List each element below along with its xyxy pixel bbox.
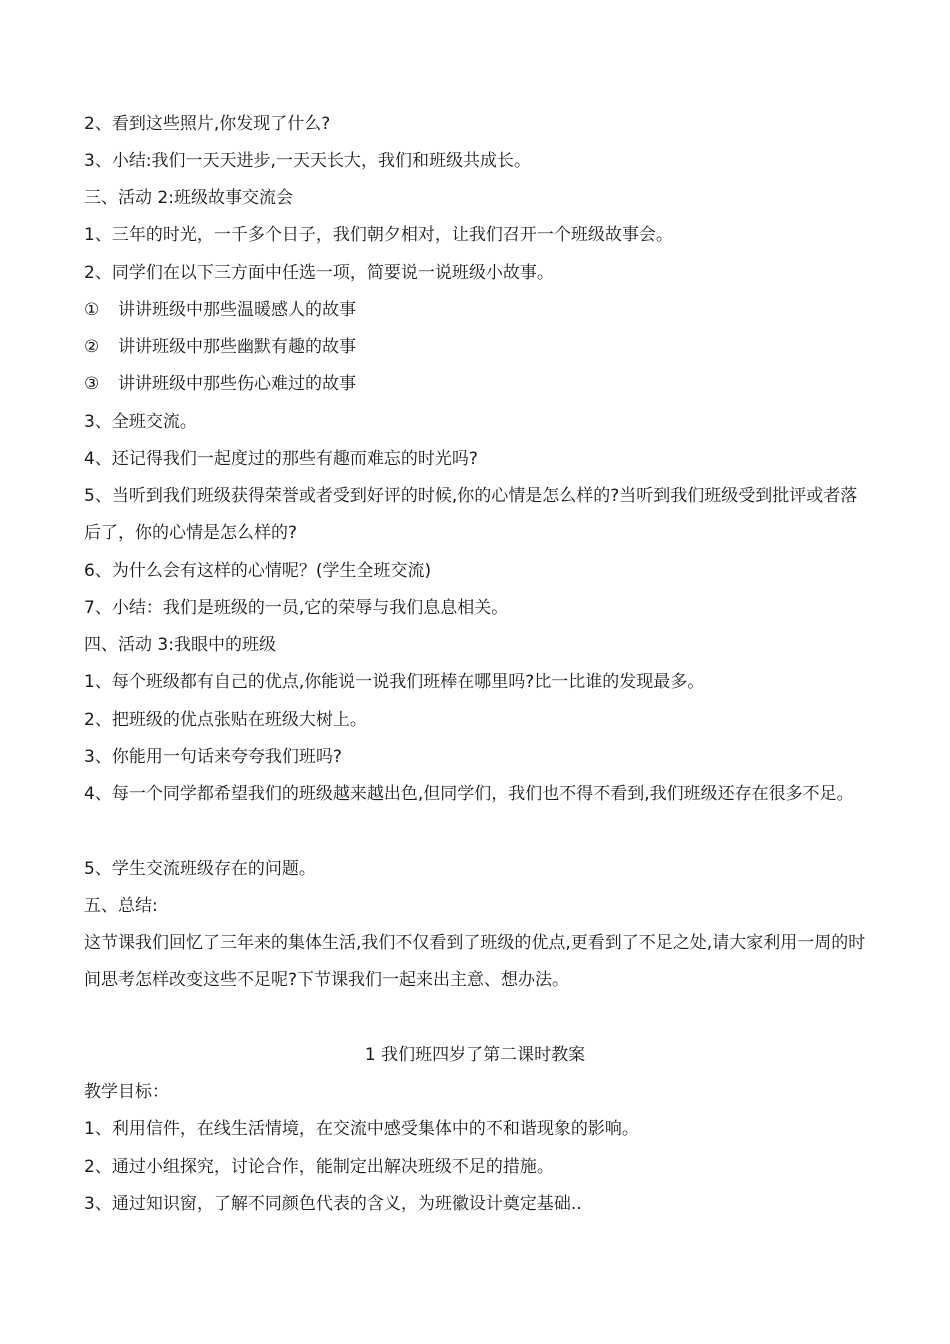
paragraph: 3、通过知识窗，了解不同颜色代表的含义，为班徽设计奠定基础.. — [84, 1194, 582, 1214]
section-heading: 教学目标： — [84, 1082, 169, 1102]
paragraph: 这节课我们回忆了三年来的集体生活,我们不仅看到了班级的优点,更看到了不足之处,请大家利用一周的时间思考怎样改变这些不足呢?下节课我们一起来出主意、想办法。 — [84, 933, 866, 990]
paragraph: 1、三年的时光，一千多个日子，我们朝夕相对，让我们召开一个班级故事会。 — [84, 225, 673, 245]
paragraph: 2、把班级的优点张贴在班级大树上。 — [84, 710, 367, 730]
paragraph: 2、看到这些照片,你发现了什么? — [84, 114, 331, 134]
option-item — [84, 372, 874, 396]
paragraph: 5、当听到我们班级获得荣誉或者受到好评的时候,你的心情是怎么样的?当听到我们班级受到批评或者落后了，你的心情是怎么样的? — [84, 486, 858, 543]
option-item — [84, 298, 874, 322]
section-heading: 五、总结: — [84, 896, 158, 916]
option-marker: ② — [84, 337, 100, 357]
paragraph: 1、利用信件，在线生活情境，在交流中感受集体中的不和谐现象的影响。 — [84, 1119, 639, 1139]
option-marker: ① — [84, 300, 100, 320]
paragraph: 3、全班交流。 — [84, 412, 197, 432]
paragraph: 1、每个班级都有自己的优点,你能说一说我们班棒在哪里吗?比一比谁的发现最多。 — [84, 672, 705, 692]
option-text: 讲讲班级中那些伤心难过的故事 — [118, 374, 356, 394]
option-text: 讲讲班级中那些幽默有趣的故事 — [118, 337, 356, 357]
paragraph: 4、还记得我们一起度过的那些有趣而难忘的时光吗? — [84, 449, 478, 469]
paragraph: 5、学生交流班级存在的问题。 — [84, 859, 316, 879]
option-text: 讲讲班级中那些温暖感人的故事 — [118, 300, 356, 320]
paragraph: 6、为什么会有这样的心情呢？(学生全班交流) — [84, 561, 432, 581]
option-marker: ③ — [84, 374, 100, 394]
paragraph: 3、你能用一句话来夸夸我们班吗? — [84, 747, 342, 767]
paragraph: 7、小结：我们是班级的一员,它的荣辱与我们息息相关。 — [84, 598, 509, 618]
paragraph: 3、小结:我们一天天进步,一天天长大，我们和班级共成长。 — [84, 151, 531, 171]
section-heading: 四、活动 3:我眼中的班级 — [84, 635, 276, 655]
lesson-title: 1 我们班四岁了第二课时教案 — [364, 1045, 586, 1065]
section-heading: 三、活动 2:班级故事交流会 — [84, 188, 293, 208]
option-item — [84, 335, 874, 359]
paragraph: 2、通过小组探究，讨论合作，能制定出解决班级不足的措施。 — [84, 1157, 554, 1177]
paragraph: 2、同学们在以下三方面中任选一项，简要说一说班级小故事。 — [84, 263, 554, 283]
paragraph: 4、每一个同学都希望我们的班级越来越出色,但同学们，我们也不得不看到,我们班级还存在很多不足。 — [84, 784, 854, 804]
